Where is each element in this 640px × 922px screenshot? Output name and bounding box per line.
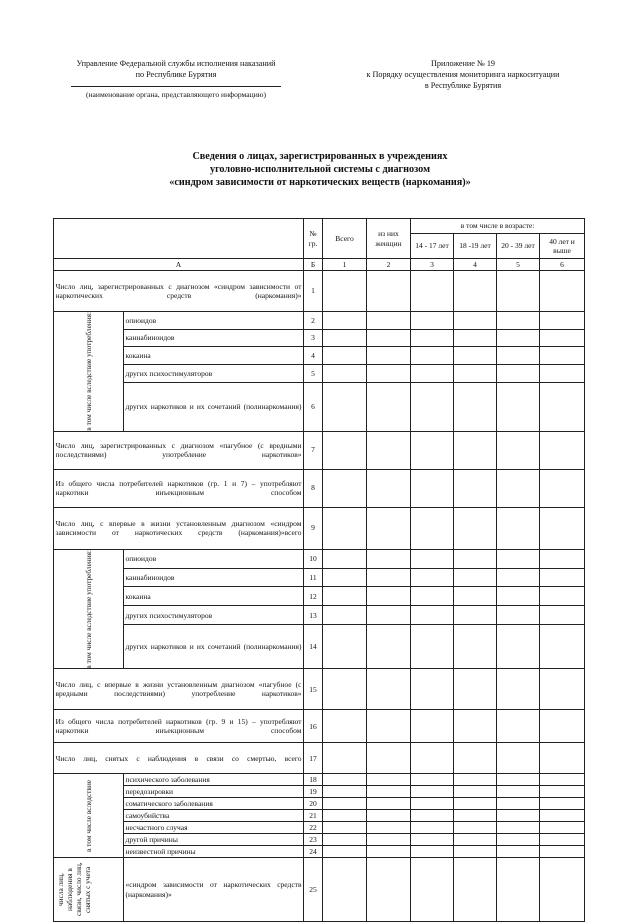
data-cell[interactable] <box>411 846 454 858</box>
data-cell[interactable] <box>454 347 497 365</box>
row-number: 13 <box>304 606 323 625</box>
data-cell[interactable] <box>411 834 454 846</box>
data-cell[interactable] <box>454 606 497 625</box>
table-row <box>54 774 585 786</box>
row-number: 2 <box>304 312 323 330</box>
group-label-cell <box>54 312 124 432</box>
row-label: Число лиц, зарегистрированных с диагнозом «синдром зависимости от наркотических средств (наркомания)» <box>54 271 304 312</box>
data-cell[interactable] <box>497 329 540 347</box>
col-code-6: 6 <box>540 259 585 271</box>
data-cell[interactable] <box>540 469 585 507</box>
table-row <box>54 810 585 822</box>
table-row <box>54 606 585 625</box>
col-code-4: 4 <box>454 259 497 271</box>
data-cell[interactable] <box>367 606 411 625</box>
data-cell[interactable] <box>367 271 411 312</box>
row-label: кокаина <box>124 347 304 365</box>
table-row <box>54 382 585 431</box>
drug-statistics-table <box>53 218 585 922</box>
table-row <box>54 798 585 810</box>
data-cell[interactable] <box>367 549 411 568</box>
col-header-age-14-17: 14 - 17 лет <box>411 234 454 259</box>
table-row <box>54 625 585 669</box>
row-label: Из общего числа потребителей наркотиков (гр. 9 и 15) – употребляют наркотики инъекционным способом <box>54 710 304 743</box>
row-label: соматического заболевания <box>124 798 304 810</box>
data-cell[interactable] <box>497 822 540 834</box>
data-cell[interactable] <box>323 271 367 312</box>
data-cell[interactable] <box>411 365 454 383</box>
data-cell[interactable] <box>367 786 411 798</box>
data-cell[interactable] <box>497 431 540 469</box>
row-number: 20 <box>304 798 323 810</box>
data-cell[interactable] <box>367 810 411 822</box>
data-cell[interactable] <box>497 798 540 810</box>
col-header-age-40-plus: 40 лет и выше <box>540 234 585 259</box>
data-cell[interactable] <box>411 382 454 431</box>
data-cell[interactable] <box>540 710 585 743</box>
data-cell[interactable] <box>497 549 540 568</box>
header-right <box>338 58 588 91</box>
data-cell[interactable] <box>454 507 497 549</box>
row-label: Число лиц, с впервые в жизни установленным диагнозом «пагубное (с вредными последствиями) употребление наркотиков» <box>54 669 304 710</box>
data-cell[interactable] <box>411 774 454 786</box>
col-header-age-group: в том числе в возрасте: <box>411 219 585 234</box>
data-cell[interactable] <box>411 507 454 549</box>
data-cell[interactable] <box>367 846 411 858</box>
row-label: других психостимуляторов <box>124 365 304 383</box>
data-cell[interactable] <box>540 810 585 822</box>
data-cell[interactable] <box>367 312 411 330</box>
row-number: 6 <box>304 382 323 431</box>
table-row <box>54 822 585 834</box>
data-cell[interactable] <box>497 507 540 549</box>
data-cell[interactable] <box>454 786 497 798</box>
data-cell[interactable] <box>367 858 411 922</box>
data-cell[interactable] <box>540 312 585 330</box>
data-cell[interactable] <box>323 743 367 774</box>
table-row <box>54 271 585 312</box>
data-cell[interactable] <box>323 568 367 587</box>
col-code-1: 1 <box>323 259 367 271</box>
data-cell[interactable] <box>497 347 540 365</box>
data-cell[interactable] <box>411 810 454 822</box>
data-cell[interactable] <box>323 382 367 431</box>
data-cell[interactable] <box>411 329 454 347</box>
data-cell[interactable] <box>497 568 540 587</box>
data-cell[interactable] <box>411 669 454 710</box>
data-cell[interactable] <box>540 431 585 469</box>
data-cell[interactable] <box>411 549 454 568</box>
data-cell[interactable] <box>323 625 367 669</box>
data-cell[interactable] <box>323 347 367 365</box>
data-cell[interactable] <box>454 625 497 669</box>
data-cell[interactable] <box>497 271 540 312</box>
appendix-number: Приложение № 19 <box>430 59 496 68</box>
table-row <box>54 347 585 365</box>
data-cell[interactable] <box>411 431 454 469</box>
row-number: 10 <box>304 549 323 568</box>
row-number: 18 <box>304 774 323 786</box>
data-cell[interactable] <box>454 810 497 822</box>
data-cell[interactable] <box>454 743 497 774</box>
row-number: 9 <box>304 507 323 549</box>
data-cell[interactable] <box>323 469 367 507</box>
row-number: 15 <box>304 669 323 710</box>
data-cell[interactable] <box>497 469 540 507</box>
data-cell[interactable] <box>367 469 411 507</box>
row-label: Число лиц, зарегистрированных с диагнозом «пагубное (с вредными последствиями) употребление наркотиков» <box>54 431 304 469</box>
table-row <box>54 710 585 743</box>
data-cell[interactable] <box>454 549 497 568</box>
data-cell[interactable] <box>540 858 585 922</box>
data-cell[interactable] <box>323 431 367 469</box>
data-cell[interactable] <box>497 669 540 710</box>
data-cell[interactable] <box>497 382 540 431</box>
data-cell[interactable] <box>540 507 585 549</box>
group-label-deregistered: числа лиц, наблюдения в связи, число лиц, снятых с учета <box>55 863 92 917</box>
data-cell[interactable] <box>454 382 497 431</box>
data-cell[interactable] <box>411 822 454 834</box>
data-cell[interactable] <box>454 669 497 710</box>
data-cell[interactable] <box>454 568 497 587</box>
data-cell[interactable] <box>454 798 497 810</box>
data-cell[interactable] <box>323 549 367 568</box>
data-cell[interactable] <box>497 786 540 798</box>
data-cell[interactable] <box>367 798 411 810</box>
header-left <box>52 58 300 100</box>
group-label-cell <box>54 858 124 922</box>
data-cell[interactable] <box>540 774 585 786</box>
title-line1: Сведения о лицах, зарегистрированных в учреждениях <box>192 151 448 162</box>
data-cell[interactable] <box>367 710 411 743</box>
row-number: 1 <box>304 271 323 312</box>
header-blank-cell <box>54 219 304 259</box>
row-label: Число лиц, с впервые в жизни установленным диагнозом «синдром зависимости от наркотических средств (наркомания)»всего <box>54 507 304 549</box>
row-number: 7 <box>304 431 323 469</box>
group-label-substances-2: в том числе вследствие употребления: <box>84 549 93 669</box>
row-label: «синдром зависимости от наркотических средств (наркомания)» <box>124 858 304 922</box>
data-cell[interactable] <box>454 431 497 469</box>
row-label: Из общего числа потребителей наркотиков (гр. 1 и 7) – употребляют наркотики инъекционным способом <box>54 469 304 507</box>
document-title <box>120 150 520 189</box>
data-cell[interactable] <box>367 743 411 774</box>
data-cell[interactable] <box>367 568 411 587</box>
data-cell[interactable] <box>411 798 454 810</box>
data-cell[interactable] <box>497 710 540 743</box>
col-code-b: Б <box>304 259 323 271</box>
data-cell[interactable] <box>540 382 585 431</box>
col-header-total: Всего <box>323 219 367 259</box>
data-cell[interactable] <box>454 822 497 834</box>
table-row <box>54 312 585 330</box>
data-cell[interactable] <box>497 743 540 774</box>
row-number: 25 <box>304 858 323 922</box>
data-cell[interactable] <box>540 606 585 625</box>
row-number: 17 <box>304 743 323 774</box>
data-cell[interactable] <box>497 846 540 858</box>
data-cell[interactable] <box>323 587 367 606</box>
table-row <box>54 834 585 846</box>
data-cell[interactable] <box>540 549 585 568</box>
data-cell[interactable] <box>323 329 367 347</box>
row-number: 11 <box>304 568 323 587</box>
data-cell[interactable] <box>454 587 497 606</box>
row-number: 19 <box>304 786 323 798</box>
data-cell[interactable] <box>540 329 585 347</box>
data-cell[interactable] <box>497 774 540 786</box>
data-cell[interactable] <box>323 822 367 834</box>
data-cell[interactable] <box>497 858 540 922</box>
row-label: других психостимуляторов <box>124 606 304 625</box>
data-cell[interactable] <box>540 625 585 669</box>
data-cell[interactable] <box>367 347 411 365</box>
row-label: каннабиноидов <box>124 568 304 587</box>
data-cell[interactable] <box>497 625 540 669</box>
data-cell[interactable] <box>323 312 367 330</box>
data-cell[interactable] <box>411 786 454 798</box>
data-cell[interactable] <box>497 312 540 330</box>
org-name-line1: Управление Федеральной службы исполнения наказаний <box>76 59 276 68</box>
data-cell[interactable] <box>411 312 454 330</box>
data-cell[interactable] <box>540 743 585 774</box>
row-number: 4 <box>304 347 323 365</box>
data-cell[interactable] <box>411 625 454 669</box>
data-cell[interactable] <box>454 858 497 922</box>
org-caption: (наименование органа, представляющего информацию) <box>85 90 267 99</box>
data-cell[interactable] <box>411 271 454 312</box>
data-cell[interactable] <box>454 365 497 383</box>
data-cell[interactable] <box>411 469 454 507</box>
table-row <box>54 858 585 922</box>
group-label-death-causes: в том числе вследствие <box>84 779 93 852</box>
data-cell[interactable] <box>367 507 411 549</box>
row-number: 23 <box>304 834 323 846</box>
data-cell[interactable] <box>540 365 585 383</box>
data-cell[interactable] <box>367 365 411 383</box>
data-cell[interactable] <box>540 846 585 858</box>
data-cell[interactable] <box>367 834 411 846</box>
data-cell[interactable] <box>367 625 411 669</box>
appendix-ref-line2: к Порядку осуществления мониторинга наркоситуации <box>366 70 560 79</box>
col-header-age-18-19: 18 -19 лет <box>454 234 497 259</box>
data-cell[interactable] <box>367 587 411 606</box>
data-cell[interactable] <box>367 431 411 469</box>
data-cell[interactable] <box>454 469 497 507</box>
table-row <box>54 669 585 710</box>
table-row <box>54 329 585 347</box>
row-number: 8 <box>304 469 323 507</box>
group-label-substances-1: в том числе вследствие употребления: <box>84 312 93 431</box>
col-header-women: из них женщин <box>367 219 411 259</box>
col-header-age-20-39: 20 - 39 лет <box>497 234 540 259</box>
data-cell[interactable] <box>323 810 367 822</box>
data-cell[interactable] <box>323 786 367 798</box>
org-name-line2: по Республике Бурятия <box>135 70 217 79</box>
row-label: каннабиноидов <box>124 329 304 347</box>
table-row <box>54 431 585 469</box>
row-label: опиоидов <box>124 549 304 568</box>
table-row <box>54 587 585 606</box>
data-cell[interactable] <box>323 365 367 383</box>
data-cell[interactable] <box>323 834 367 846</box>
row-number: 21 <box>304 810 323 822</box>
data-cell[interactable] <box>367 774 411 786</box>
data-cell[interactable] <box>367 822 411 834</box>
data-cell[interactable] <box>411 568 454 587</box>
row-label: других наркотиков и их сочетаний (полинаркомания) <box>124 382 304 431</box>
data-cell[interactable] <box>454 710 497 743</box>
table-row <box>54 549 585 568</box>
data-cell[interactable] <box>497 606 540 625</box>
row-number: 22 <box>304 822 323 834</box>
data-cell[interactable] <box>540 834 585 846</box>
data-cell[interactable] <box>323 798 367 810</box>
data-cell[interactable] <box>540 786 585 798</box>
data-cell[interactable] <box>454 846 497 858</box>
data-cell[interactable] <box>323 507 367 549</box>
data-cell[interactable] <box>540 568 585 587</box>
appendix-ref-line3: в Республике Бурятия <box>424 81 502 90</box>
data-cell[interactable] <box>367 382 411 431</box>
data-cell[interactable] <box>540 347 585 365</box>
row-number: 5 <box>304 365 323 383</box>
data-cell[interactable] <box>540 822 585 834</box>
col-header-no: № гр. <box>304 219 323 259</box>
data-cell[interactable] <box>540 798 585 810</box>
table-row <box>54 846 585 858</box>
group-label-cell <box>54 549 124 669</box>
table-row <box>54 786 585 798</box>
row-label: кокаина <box>124 587 304 606</box>
col-code-2: 2 <box>367 259 411 271</box>
data-cell[interactable] <box>367 329 411 347</box>
row-label: других наркотиков и их сочетаний (полинаркомания) <box>124 625 304 669</box>
row-number: 24 <box>304 846 323 858</box>
data-cell[interactable] <box>497 810 540 822</box>
data-cell[interactable] <box>540 271 585 312</box>
data-cell[interactable] <box>323 710 367 743</box>
row-number: 12 <box>304 587 323 606</box>
data-cell[interactable] <box>540 587 585 606</box>
table-row <box>54 365 585 383</box>
data-cell[interactable] <box>454 329 497 347</box>
row-label: передозировки <box>124 786 304 798</box>
table-row <box>54 568 585 587</box>
data-cell[interactable] <box>411 606 454 625</box>
row-number: 14 <box>304 625 323 669</box>
title-line2: уголовно-исполнительной системы с диагнозом <box>209 164 431 175</box>
data-cell[interactable] <box>454 312 497 330</box>
row-label: другой причины <box>124 834 304 846</box>
data-cell[interactable] <box>497 365 540 383</box>
data-cell[interactable] <box>411 710 454 743</box>
data-cell[interactable] <box>454 271 497 312</box>
data-cell[interactable] <box>323 669 367 710</box>
data-cell[interactable] <box>323 858 367 922</box>
title-line3: «синдром зависимости от наркотических веществ (наркомания)» <box>169 177 471 188</box>
table-row <box>54 507 585 549</box>
row-label: несчастного случая <box>124 822 304 834</box>
data-cell[interactable] <box>411 347 454 365</box>
row-label: психического заболевания <box>124 774 304 786</box>
group-label-cell <box>54 774 124 858</box>
signature-underline <box>71 86 281 87</box>
row-number: 16 <box>304 710 323 743</box>
data-cell[interactable] <box>454 774 497 786</box>
row-label: неизвестной причины <box>124 846 304 858</box>
row-label: самоубийства <box>124 810 304 822</box>
row-label: опиоидов <box>124 312 304 330</box>
data-cell[interactable] <box>323 846 367 858</box>
data-cell[interactable] <box>497 834 540 846</box>
row-label: Число лиц, снятых с наблюдения в связи со смертью, всего <box>54 743 304 774</box>
table-row <box>54 469 585 507</box>
data-cell[interactable] <box>540 669 585 710</box>
data-cell[interactable] <box>367 669 411 710</box>
col-code-3: 3 <box>411 259 454 271</box>
col-code-a: А <box>54 259 304 271</box>
data-cell[interactable] <box>323 606 367 625</box>
data-cell[interactable] <box>323 774 367 786</box>
data-cell[interactable] <box>411 858 454 922</box>
data-cell[interactable] <box>411 587 454 606</box>
data-cell[interactable] <box>497 587 540 606</box>
data-cell[interactable] <box>411 743 454 774</box>
data-cell[interactable] <box>454 834 497 846</box>
col-code-5: 5 <box>497 259 540 271</box>
row-number: 3 <box>304 329 323 347</box>
table-row <box>54 743 585 774</box>
